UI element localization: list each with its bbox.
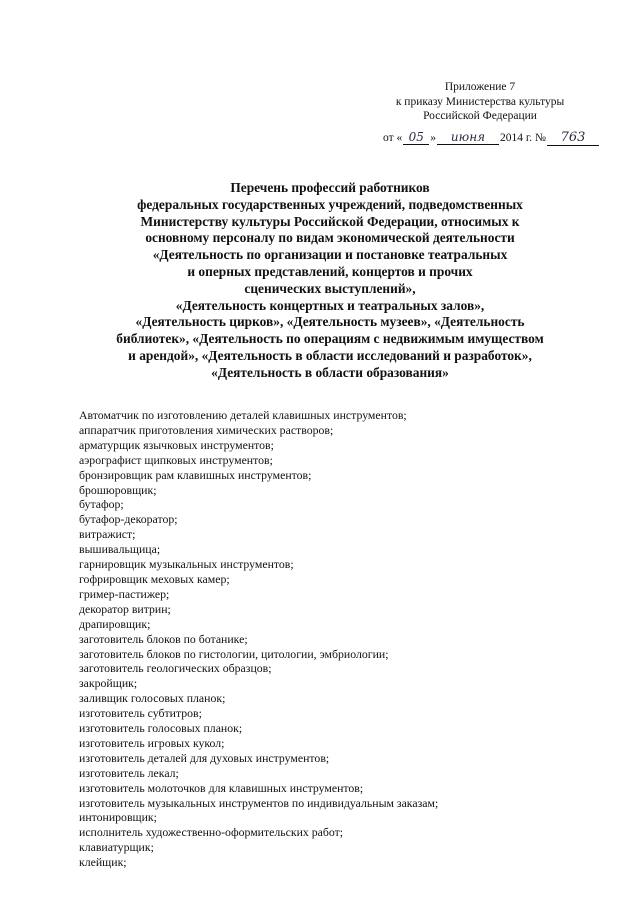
professions-list	[79, 408, 619, 870]
list-item: вышивальщица;	[79, 542, 161, 557]
order-quote-close: »	[430, 132, 436, 144]
list-item: бутафор-декоратор;	[79, 512, 178, 527]
list-item: клавиатурщик;	[79, 840, 154, 855]
list-item: заготовитель геологических образцов;	[79, 661, 272, 676]
list-item: гофрировщик меховых камер;	[79, 571, 230, 586]
list-item: аппаратчик приготовления химических растворов;	[79, 422, 334, 437]
list-item: декоратор витрин;	[79, 601, 171, 616]
list-item: драпировщик;	[79, 616, 151, 631]
list-item: изготовитель лекал;	[79, 765, 179, 780]
title-line: «Деятельность по организации и постановке театральных	[152, 247, 508, 263]
list-item: изготовитель музыкальных инструментов по индивидуальным заказам;	[79, 795, 439, 810]
list-item: арматурщик язычковых инструментов;	[79, 437, 274, 452]
list-item: заливщик голосовых планок;	[79, 691, 226, 706]
list-item: бутафор;	[79, 497, 124, 512]
order-day-handwritten: 05	[403, 130, 429, 145]
list-item: аэрографист щипковых инструментов;	[79, 452, 273, 467]
list-item: изготовитель молоточков для клавишных инструментов;	[79, 780, 364, 795]
list-item: гример-пастижер;	[79, 586, 170, 601]
title-line: «Деятельность цирков», «Деятельность музеев», «Деятельность	[135, 314, 525, 330]
order-prefix: от «	[383, 132, 403, 144]
list-item: Автоматчик по изготовлению деталей клавишных инструментов;	[79, 408, 407, 422]
list-item: гарнировщик музыкальных инструментов;	[79, 557, 294, 572]
title-line: и оперных представлений, концертов и прочих	[187, 263, 473, 279]
title-line: сценических выступлений»,	[244, 280, 416, 296]
order-year: 2014 г. №	[500, 132, 547, 144]
order-date-line	[383, 130, 600, 146]
list-item: исполнитель художественно-оформительских работ;	[79, 825, 344, 840]
list-item: заготовитель блоков по гистологии, цитологии, эмбриологии;	[79, 646, 389, 661]
appendix-order-ref: к приказу Министерства культуры	[395, 95, 565, 108]
appendix-header	[370, 80, 590, 124]
document-title	[100, 180, 560, 382]
title-line: Министерству культуры Российской Федерации, относимых к	[140, 213, 520, 229]
list-item: клейщик;	[79, 855, 127, 870]
appendix-number: Приложение 7	[444, 81, 516, 93]
list-item: брошюровщик;	[79, 482, 157, 497]
list-item: изготовитель субтитров;	[79, 706, 202, 721]
list-item: изготовитель деталей для духовых инструментов;	[79, 750, 330, 765]
list-item: бронзировщик рам клавишных инструментов;	[79, 467, 312, 482]
title-line: Перечень профессий работников	[230, 180, 430, 195]
list-item: изготовитель игровых кукол;	[79, 735, 225, 750]
list-item: заготовитель блоков по ботанике;	[79, 631, 248, 646]
title-line: «Деятельность концертных и театральных залов»,	[175, 297, 485, 313]
order-number-handwritten: 763	[547, 130, 599, 146]
title-line: федеральных государственных учреждений, подведомственных	[137, 196, 523, 212]
list-item: закройщик;	[79, 676, 138, 691]
list-item: изготовитель голосовых планок;	[79, 721, 243, 736]
order-month-handwritten: июня	[437, 130, 499, 145]
title-line: основному персоналу по видам экономической деятельности	[145, 230, 515, 246]
list-item: интонировщик;	[79, 810, 157, 825]
list-item: витражист;	[79, 527, 136, 542]
appendix-federation: Российской Федерации	[423, 110, 537, 122]
title-line: и арендой», «Деятельность в области исследований и разработок»,	[128, 347, 532, 363]
title-line: библиотек», «Деятельность по операциям с недвижимым имуществом	[116, 331, 544, 347]
title-line: «Деятельность в области образования»	[211, 364, 449, 380]
